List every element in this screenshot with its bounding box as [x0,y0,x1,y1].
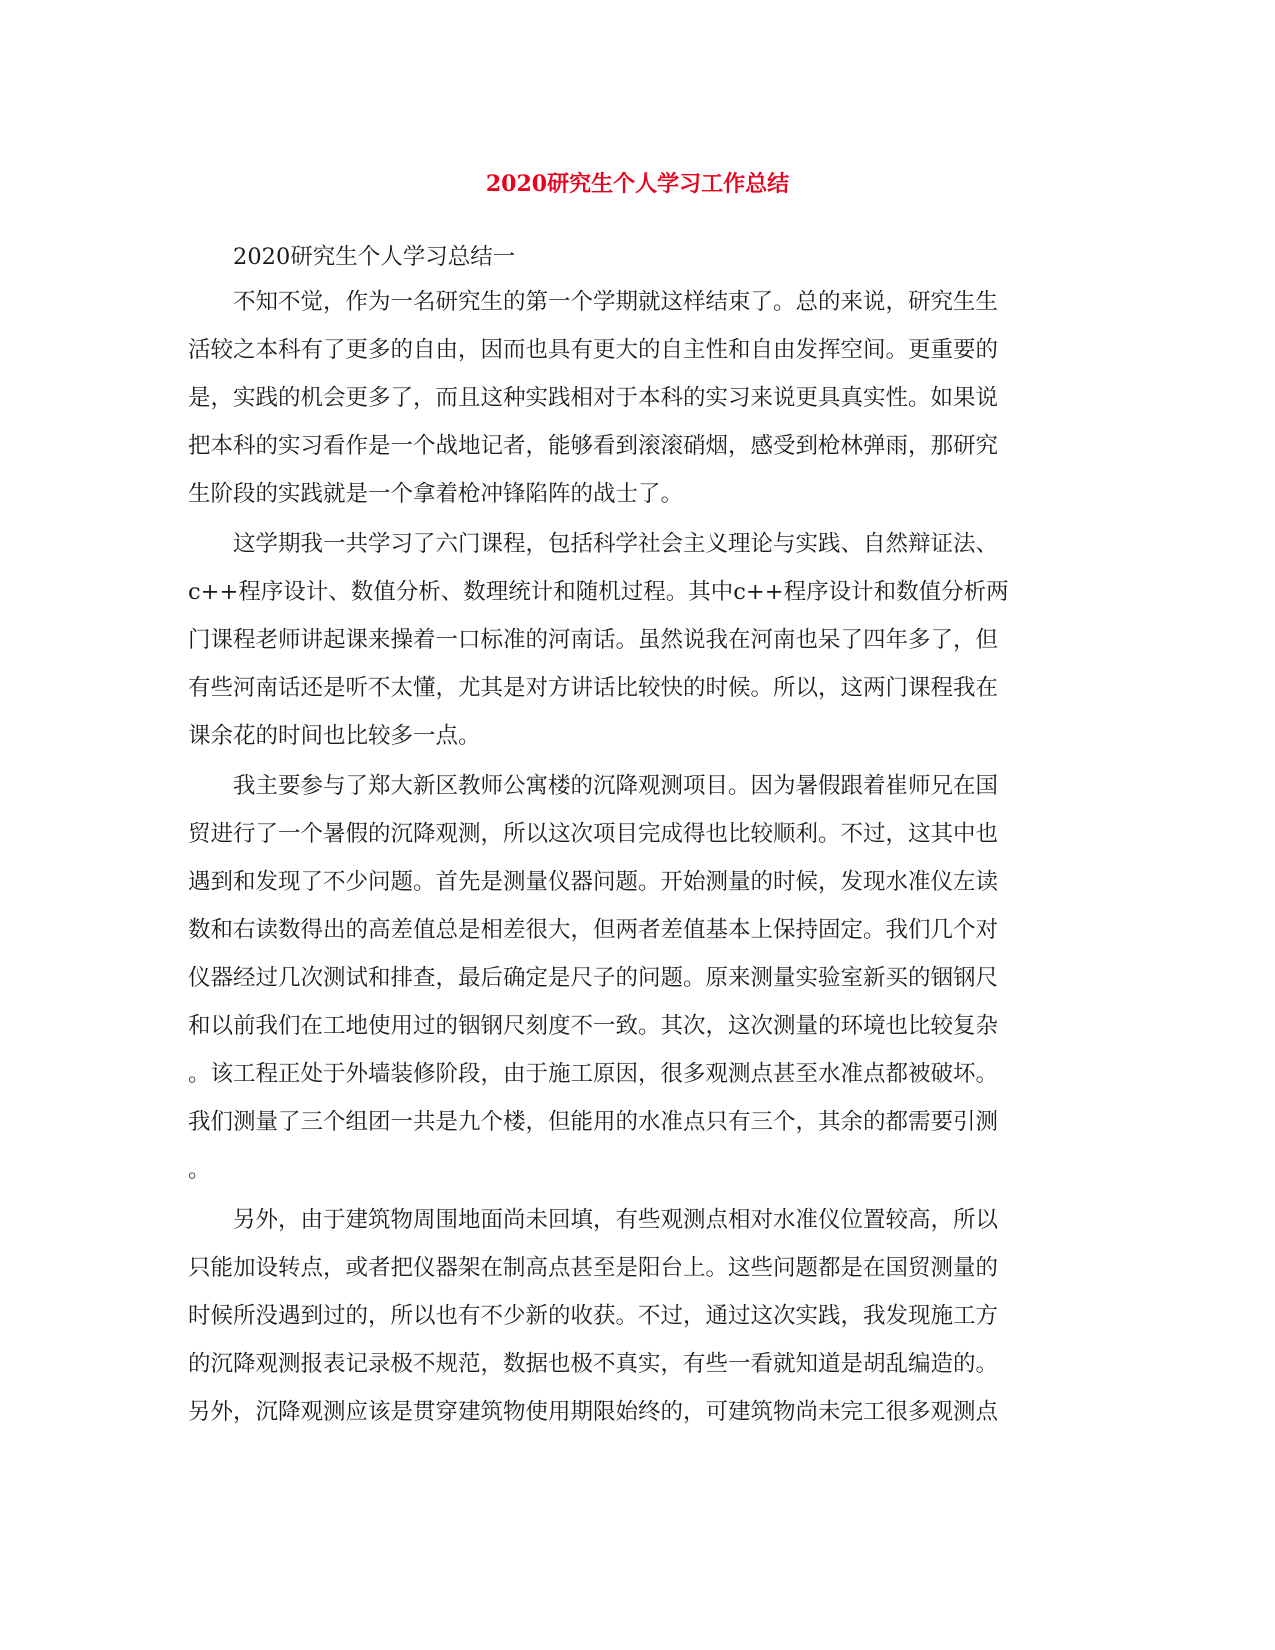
paragraph-line: 这学期我一共学习了六门课程，包括科学社会主义理论与实践、自然辩证法、 [233,531,999,557]
paragraph-line: c++程序设计、数值分析、数理统计和随机过程。其中c++程序设计和数值分析两 [188,579,1009,605]
paragraph-line: 时候所没遇到过的，所以也有不少新的收获。不过，通过这次实践，我发现施工方 [188,1303,999,1329]
paragraph-line: 另外，沉降观测应该是贯穿建筑物使用期限始终的，可建筑物尚未完工很多观测点 [188,1399,999,1425]
paragraph-line: 门课程老师讲起课来操着一口标准的河南话。虽然说我在河南也呆了四年多了，但 [188,627,999,653]
paragraph-line: 课余花的时间也比较多一点。 [188,723,481,749]
paragraph-line: 我主要参与了郑大新区教师公寓楼的沉降观测项目。因为暑假跟着崔师兄在国 [233,773,999,799]
paragraph-line: 。该工程正处于外墙装修阶段，由于施工原因，很多观测点甚至水准点都被破坏。 [188,1061,999,1087]
document-body [188,236,1088,1436]
paragraph-line: 的沉降观测报表记录极不规范，数据也极不真实，有些一看就知道是胡乱编造的。 [188,1351,999,1377]
paragraph-line: 是，实践的机会更多了，而且这种实践相对于本科的实习来说更具真实性。如果说 [188,385,999,411]
body-paragraph [188,762,1088,1194]
paragraph-line: 不知不觉，作为一名研究生的第一个学期就这样结束了。总的来说，研究生生 [233,289,999,315]
paragraph-line: 数和右读数得出的高差值总是相差很大，但两者差值基本上保持固定。我们几个对 [188,917,999,943]
paragraph-line: 另外，由于建筑物周围地面尚未回填，有些观测点相对水准仪位置较高，所以 [233,1207,999,1233]
paragraph-line: 和以前我们在工地使用过的铟钢尺刻度不一致。其次，这次测量的环境也比较复杂 [188,1013,999,1039]
paragraph-line: 活较之本科有了更多的自由，因而也具有更大的自主性和自由发挥空间。更重要的 [188,337,999,363]
body-paragraph [188,1196,1088,1436]
paragraph-line: 遇到和发现了不少问题。首先是测量仪器问题。开始测量的时候，发现水准仪左读 [188,869,999,895]
paragraph-line: 生阶段的实践就是一个拿着枪冲锋陷阵的战士了。 [188,481,684,507]
paragraph-list [188,278,1088,1436]
paragraph-line: 有些河南话还是听不太懂，尤其是对方讲话比较快的时候。所以，这两门课程我在 [188,675,999,701]
section-subheading: 2020研究生个人学习总结一 [233,244,516,270]
paragraph-line: 把本科的实习看作是一个战地记者，能够看到滚滚硝烟，感受到枪林弹雨，那研究 [188,433,999,459]
body-paragraph [188,520,1088,760]
paragraph-line: 只能加设转点，或者把仪器架在制高点甚至是阳台上。这些问题都是在国贸测量的 [188,1255,999,1281]
body-paragraph [188,278,1088,518]
paragraph-line: 贸进行了一个暑假的沉降观测，所以这次项目完成得也比较顺利。不过，这其中也 [188,821,999,847]
paragraph-line: 我们测量了三个组团一共是九个楼，但能用的水准点只有三个，其余的都需要引测 [188,1109,999,1135]
paragraph-line: 仪器经过几次测试和排查，最后确定是尺子的问题。原来测量实验室新买的铟钢尺 [188,965,999,991]
document-title: 2020研究生个人学习工作总结 [485,171,790,197]
paragraph-line: 。 [188,1157,211,1183]
